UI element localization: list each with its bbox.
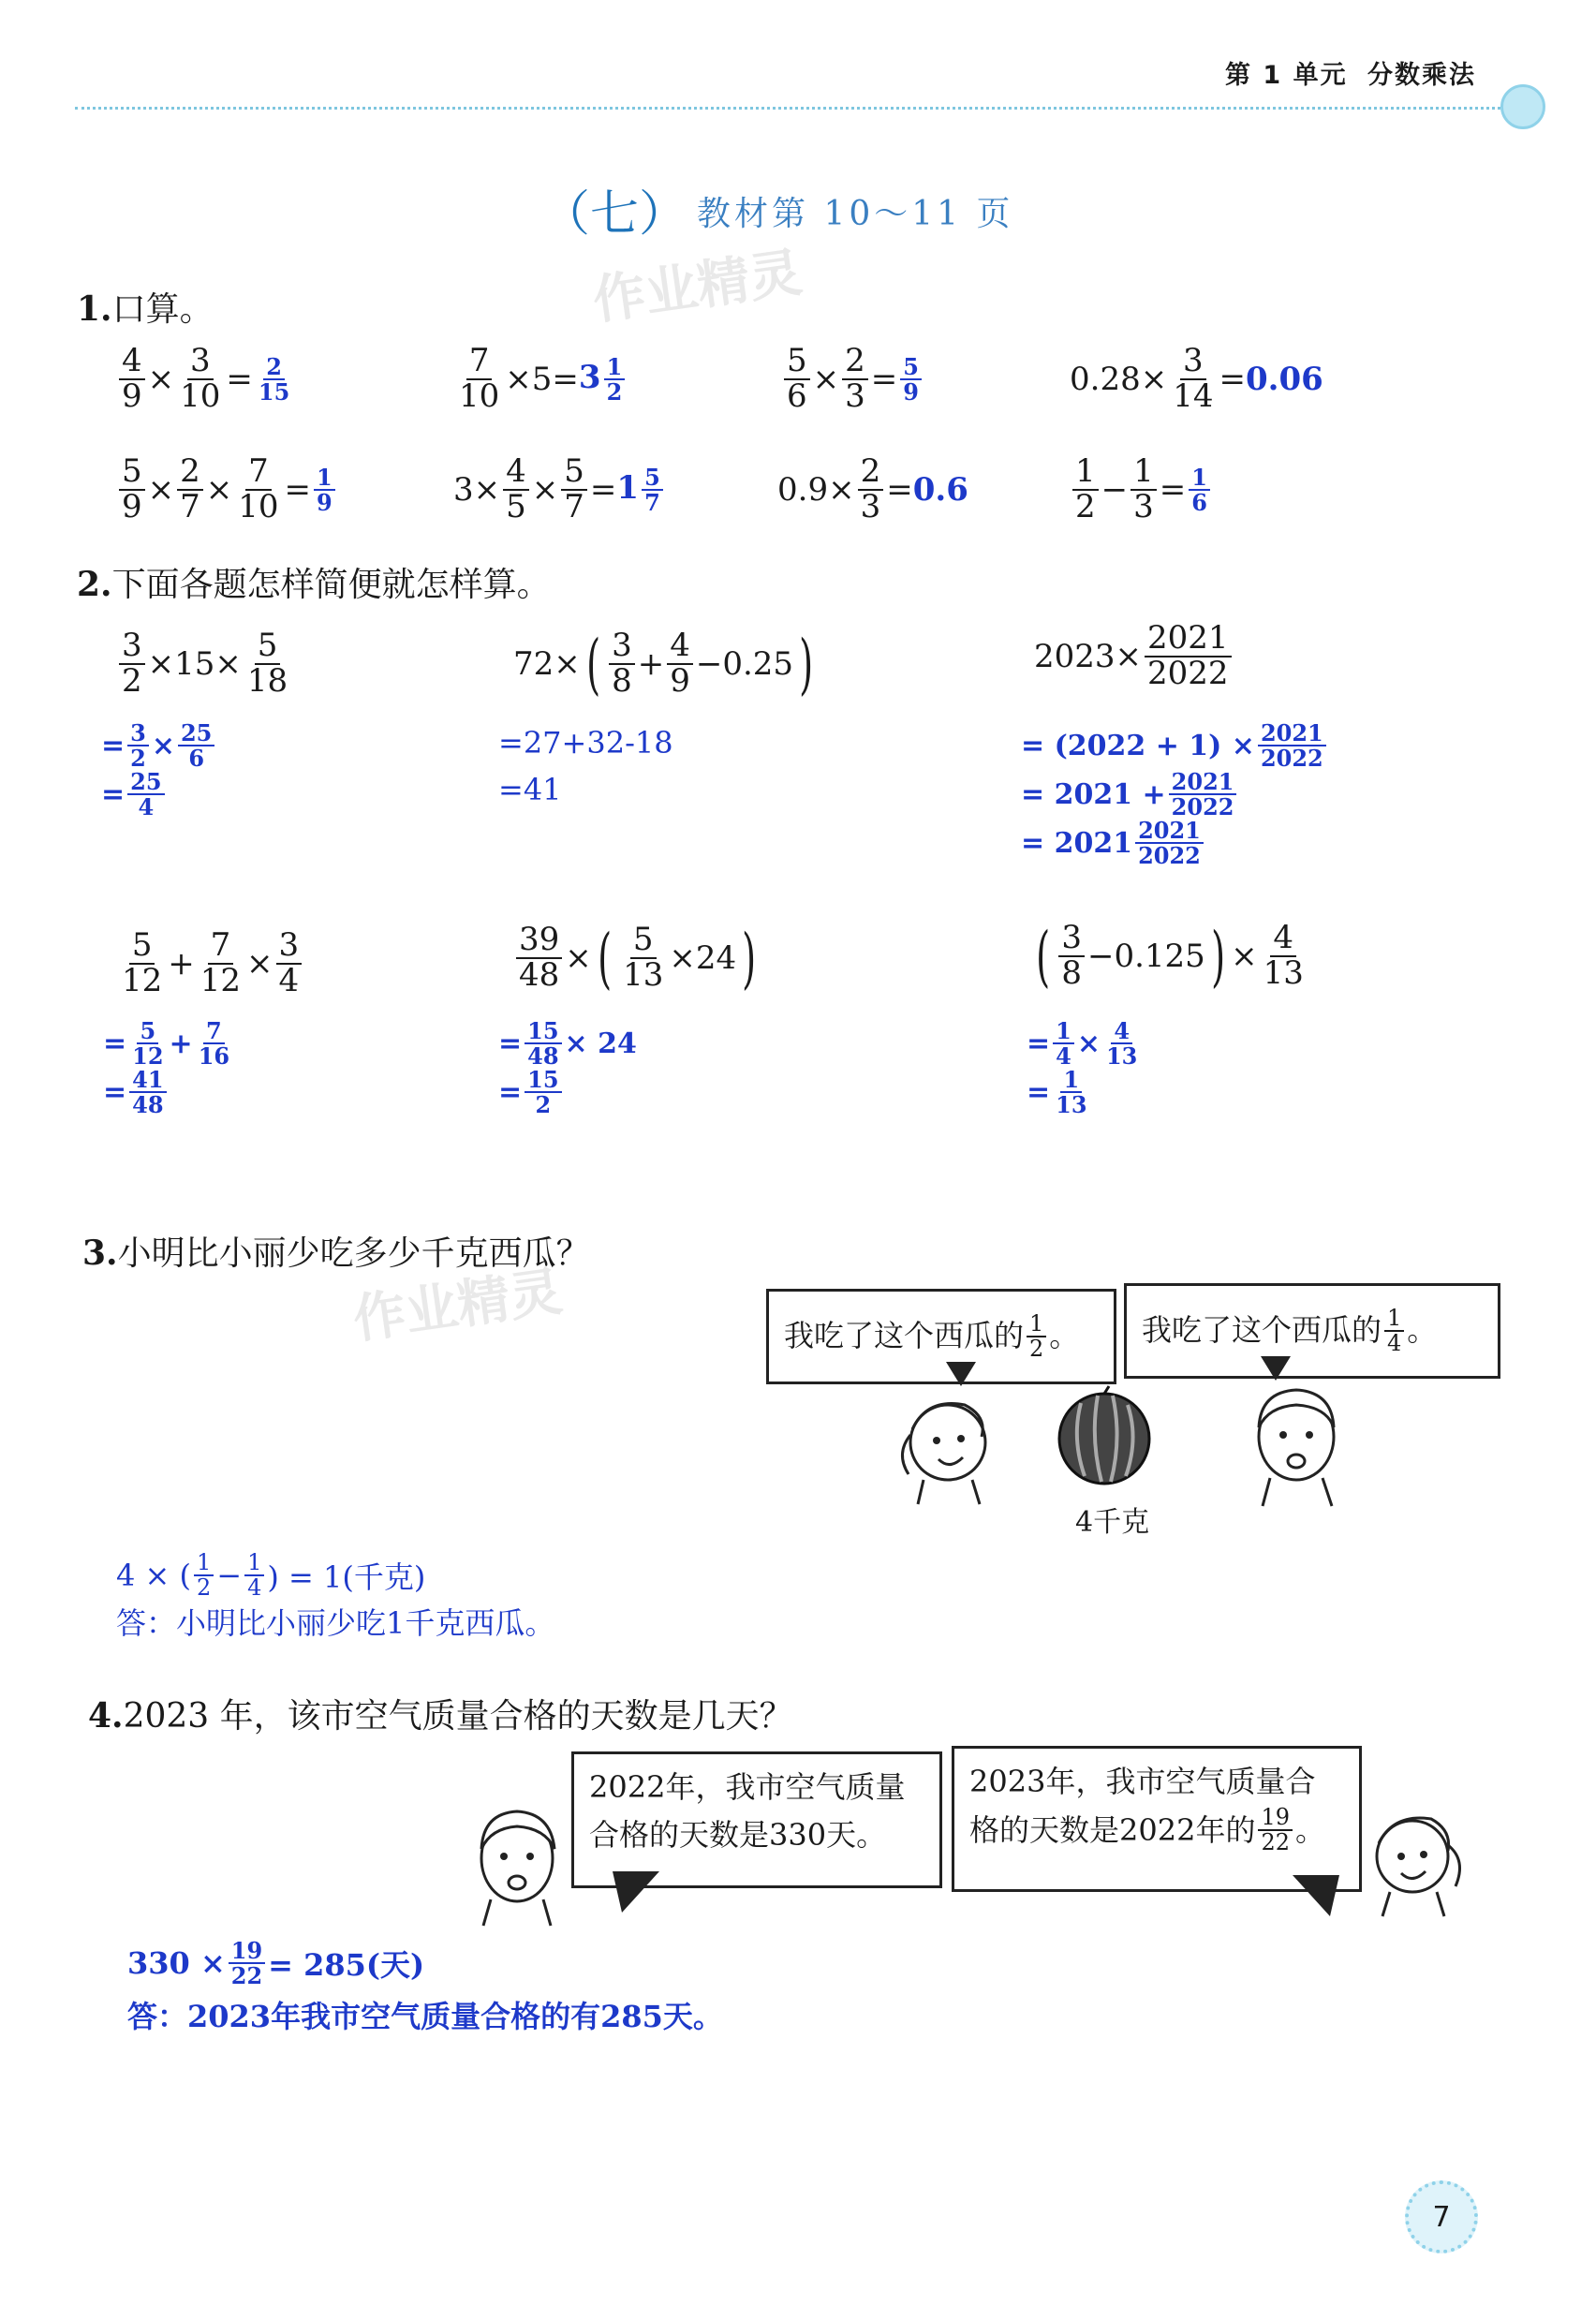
- q1-e-answer: $\frac{1}{9}$: [314, 465, 335, 514]
- q4-calc: 330 × $\frac{19}{22}$ = 285(天): [127, 1937, 425, 1990]
- q2-p6-step1: = $\frac{1}{4}$ × $\frac{4}{13}$: [1027, 1017, 1138, 1071]
- q2-p2-step1: =27+32-18: [498, 725, 673, 761]
- girl-illustration: [890, 1388, 1002, 1510]
- q4-bubble-girl: 2023年，我市空气质量合 格的天数是2022年的 $\frac{19}{22}$ 。: [952, 1746, 1362, 1892]
- header-divider: [75, 107, 1517, 110]
- q2-problem-5: $\frac{39}{48}$ × ( $\frac{5}{13}$ ×24 ): [513, 923, 761, 992]
- lesson-title: （七）: [541, 186, 688, 243]
- q3-bubble-girl: 我吃了这个西瓜的 $\frac{1}{2}$ 。: [766, 1289, 1116, 1384]
- header-circle-icon: [1500, 84, 1545, 129]
- q4-prompt: 4.2023 年，该市空气质量合格的天数是几天？: [88, 1696, 793, 1736]
- header-topic: 分数乘法: [1367, 61, 1476, 90]
- q1-item-d: 0.28× $\frac{3}{14}$ = 0.06: [1070, 342, 1323, 415]
- q1-item-h: $\frac{1}{2}$ − $\frac{1}{3}$ = $\frac{1}{6}$: [1070, 455, 1213, 524]
- q2-p2-step2: =41: [498, 772, 562, 807]
- q1-item-e: $\frac{5}{9}$ × $\frac{2}{7}$ × $\frac{7}{10}$ = $\frac{1}{9}$: [116, 455, 338, 524]
- q1-g-answer: 0.6: [912, 470, 968, 509]
- girl-illustration-2: [1358, 1802, 1470, 1924]
- q1-a-answer: $\frac{2}{15}$: [258, 352, 290, 406]
- q1-prompt: 1.口算。: [77, 289, 214, 329]
- q2-prompt: 2.下面各题怎样简便就怎样算。: [77, 565, 551, 604]
- q2-p5-step1: = $\frac{15}{48}$ × 24: [498, 1017, 637, 1071]
- q2-p3-step3: = 2021 $\frac{2021}{2022}$: [1021, 819, 1206, 867]
- q1-item-a: $\frac{4}{9}$ × $\frac{3}{10}$ = $\frac{2}{15}$: [116, 345, 295, 413]
- q4-answer: 答：2023年我市空气质量合格的有285天。: [127, 1999, 723, 2034]
- q4-bubble-boy: 2022年，我市空气质量 合格的天数是330天。: [571, 1751, 942, 1888]
- q1-c-answer: $\frac{5}{9}$: [900, 355, 922, 404]
- q2-problem-3: 2023× $\frac{2021}{2022}$: [1034, 622, 1234, 690]
- watermark-2: 作业精灵: [349, 1261, 567, 1352]
- q1-h-answer: $\frac{1}{6}$: [1189, 465, 1210, 514]
- q2-problem-2: 72× ( $\frac{3}{8}$ + $\frac{4}{9}$ −0.25 ): [513, 625, 814, 702]
- q3-bubble-boy-tail: [1261, 1356, 1291, 1381]
- q2-problem-6: ( $\frac{3}{8}$ −0.125 ) × $\frac{4}{13}$: [1036, 917, 1304, 995]
- q4-bubble-boy-tail: [613, 1871, 659, 1913]
- q3-answer: 答：小明比小丽少吃1千克西瓜。: [116, 1605, 555, 1641]
- boy-illustration-2: [465, 1798, 568, 1929]
- q2-problem-1: $\frac{3}{2}$ ×15× $\frac{5}{18}$: [116, 629, 293, 698]
- q1-item-c: $\frac{5}{6}$ × $\frac{2}{3}$ = $\frac{5}{9}$: [781, 345, 924, 413]
- q1-b-answer: 3 $\frac{1}{2}$: [579, 355, 628, 404]
- watermark: 作业精灵: [589, 242, 806, 332]
- q2-p1-step2: = $\frac{25}{4}$: [101, 770, 168, 819]
- q1-item-f: 3× $\frac{4}{5}$ × $\frac{5}{7}$ = 1 $\frac{5}{7}$: [453, 455, 666, 524]
- watermelon-icon: [1053, 1384, 1156, 1487]
- page-number: 7: [1405, 2180, 1478, 2253]
- lesson-subtitle: 教材第 10～11 页: [697, 195, 1014, 233]
- q3-calc: 4 × ( $\frac{1}{2}$ − $\frac{1}{4}$ ) = 1(千克): [116, 1549, 426, 1602]
- melon-weight: 4千克: [1075, 1506, 1150, 1539]
- q2-problem-4: $\frac{5}{12}$ + $\frac{7}{12}$ × $\frac{3}{4}$: [116, 929, 304, 997]
- q2-p4-step1: = $\frac{5}{12}$ + $\frac{7}{16}$: [103, 1017, 230, 1071]
- q2-p3-step2: = 2021 + $\frac{2021}{2022}$: [1021, 770, 1239, 819]
- q3-bubble-boy: 我吃了这个西瓜的 $\frac{1}{4}$ 。: [1124, 1283, 1500, 1379]
- q2-p6-step2: = $\frac{1}{13}$: [1027, 1066, 1087, 1119]
- q1-item-b: $\frac{7}{10}$ ×5 = 3 $\frac{1}{2}$: [453, 345, 628, 413]
- q4-bubble-girl-tail: [1293, 1875, 1339, 1916]
- q2-p4-step2: = $\frac{41}{48}$: [103, 1068, 170, 1116]
- q2-p3-step1: = (2022 + 1) × $\frac{2021}{2022}$: [1021, 721, 1329, 770]
- q1-d-answer: 0.06: [1245, 360, 1323, 398]
- header-unit: 第 1 单元: [1225, 61, 1348, 90]
- q3-bubble-girl-tail: [946, 1362, 976, 1386]
- q1-item-g: 0.9× $\frac{2}{3}$ = 0.6: [777, 452, 968, 525]
- boy-illustration: [1242, 1379, 1354, 1510]
- q1-f-answer: 1 $\frac{5}{7}$: [616, 465, 665, 514]
- q3-prompt: 3.小明比小丽少吃多少千克西瓜？: [82, 1234, 590, 1273]
- q2-p5-step2: = $\frac{15}{2}$: [498, 1068, 565, 1116]
- q2-p1-step1: = $\frac{3}{2}$ × $\frac{25}{6}$: [101, 721, 217, 770]
